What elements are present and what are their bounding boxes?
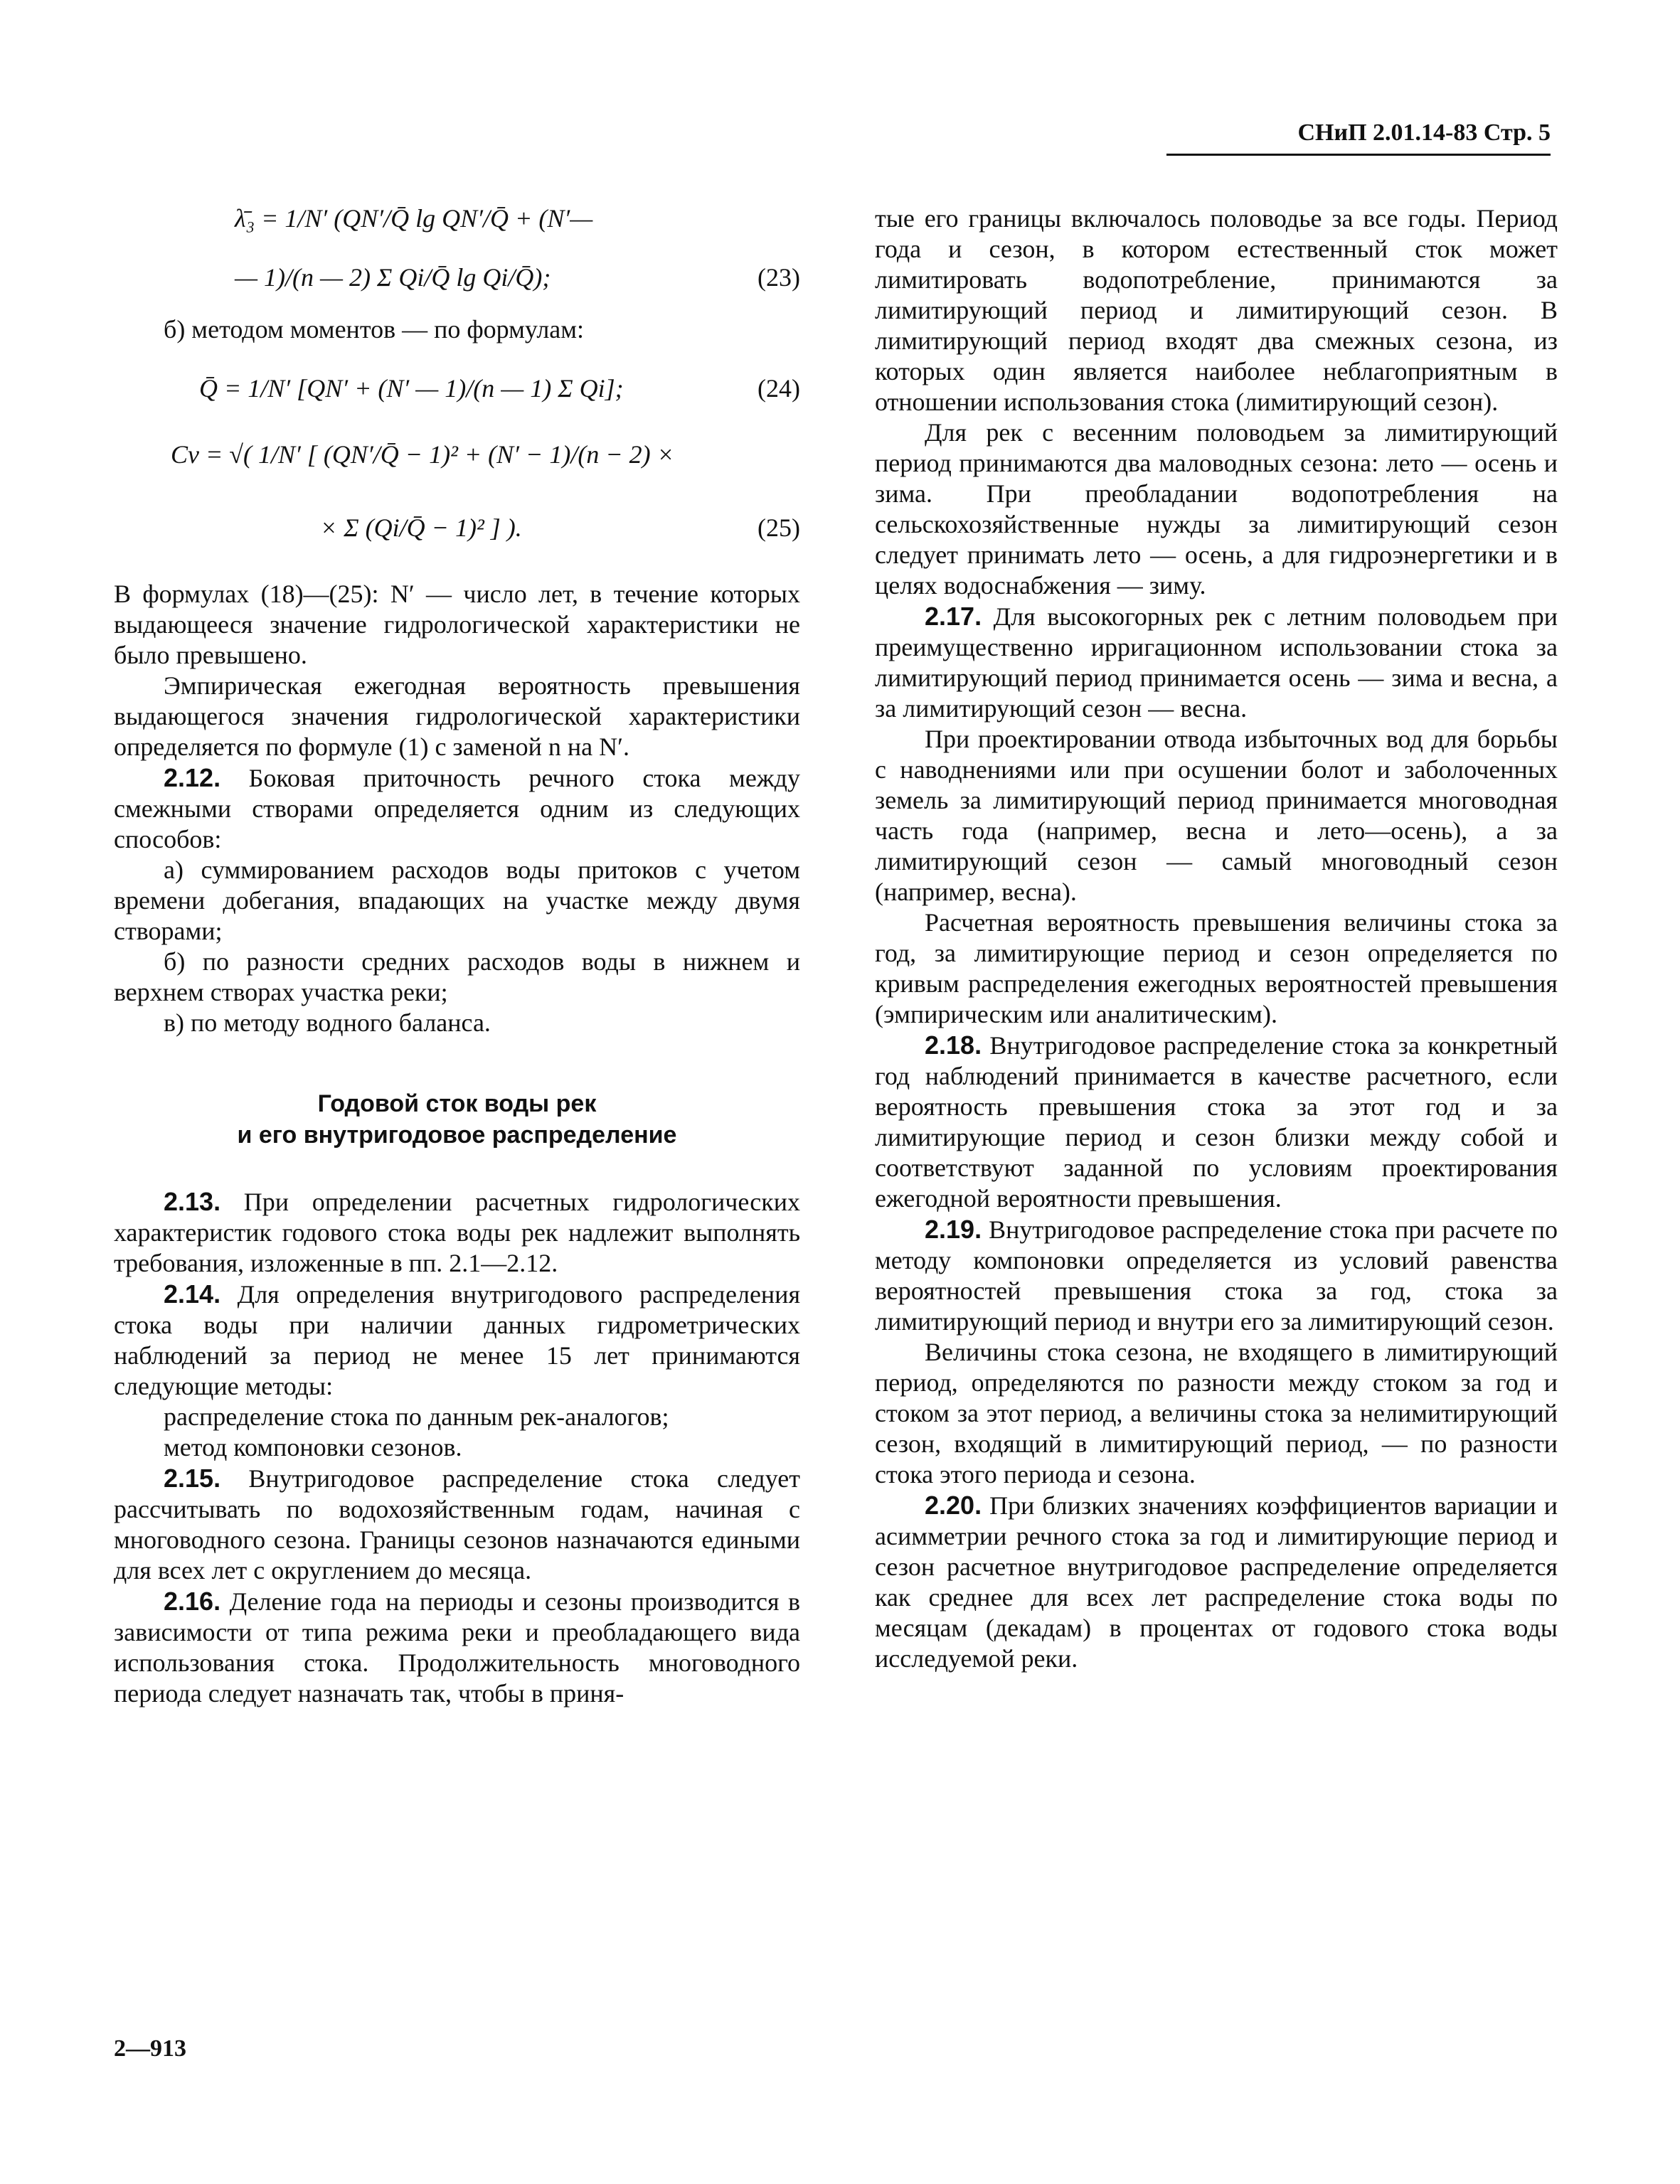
paragraph: При проектировании отвода избыточных вод для борьбы с наводнениями или при осушении болот и заболоченных земель за лимитирующий период принимается многоводная часть года (например, весна и лето—осень), а за лимитирующий сезон — самый многоводный сезон (например, весна). bbox=[875, 725, 1558, 906]
clause-2-19 bbox=[875, 1214, 1558, 1337]
equation-25-number: (25) bbox=[757, 513, 800, 542]
list-item: метод компоновки сезонов. bbox=[164, 1433, 462, 1461]
section-heading-line2: и его внутригодовое распределение bbox=[237, 1122, 677, 1149]
clause-2-20 bbox=[875, 1490, 1558, 1674]
equation-24-number: (24) bbox=[757, 374, 800, 403]
clause-text: Внутригодовое распределение стока за конкретный год наблюдений принимается в качестве расчетного, если вероятность превышения стока за этот год и за лимитирующие период и сезон близки между собой и соответствуют заданной по условиям проектирования ежегодной вероятности превышения. bbox=[875, 1031, 1558, 1213]
equation-23-line1: λ̄₃ = 1/N′ (QN′/Q̄ lg QN′/Q̄ + (N′— bbox=[235, 204, 593, 233]
paragraph: Величины стока сезона, не входящего в лимитирующий период, определяются по разности между стоком за год и стоком за этот период, а величины стока за нелимитирующий сезон, входящий в лимитирующий период, — по разности стока этого периода и сезона. bbox=[875, 1338, 1558, 1488]
clause-number: 2.13. bbox=[164, 1187, 221, 1216]
clause-text: Боковая приточность речного стока между смежными створами определяется одним из следующих способов: bbox=[114, 764, 800, 853]
clause-2-17 bbox=[875, 601, 1558, 724]
equation-24 bbox=[114, 373, 800, 404]
section-heading-line1: Годовой сток воды рек bbox=[317, 1090, 597, 1117]
clause-text: Для определения внутригодового распределения стока воды при наличии данных гидрометрических наблюдений за период не менее 15 лет принимаются следующие методы: bbox=[114, 1280, 801, 1400]
list-item-c: в) по методу водного баланса. bbox=[164, 1008, 491, 1037]
page-header: СНиП 2.01.14-83 Стр. 5 bbox=[1166, 119, 1551, 156]
clause-text: При близких значениях коэффициентов вариации и асимметрии речного стока за год и лимитирующие период и сезон расчетное внутригодовое распределение определяется как среднее для всех лет распределение стока воды по месяцам (декадам) в процентах от годового стока воды исследуемой реки. bbox=[875, 1491, 1558, 1673]
clause-text: Для высокогорных рек с летним половодьем при преимущественно ирригационном использовании стока за лимитирующий период принимается осень — зима и весна, а за лимитирующий сезон — весна. bbox=[875, 602, 1558, 723]
paragraph: тые его границы включалось половодье за все годы. Период года и сезон, в котором естественный сток может лимитировать водопотребление, принимаются за лимитирующий период и лимитирующий сезон. В лимитирующий период входят два смежных сезона, из которых один является наиболее неблагоприятным в отношении использования стока (лимитирующий сезон). bbox=[875, 204, 1558, 416]
equation-25-line2: × Σ (Qi/Q̄ − 1)² ] ). bbox=[320, 513, 522, 542]
list-item-b: б) по разности средних расходов воды в нижнем и верхнем створах участка реки; bbox=[114, 947, 800, 1006]
clause-number: 2.20. bbox=[925, 1491, 982, 1520]
right-column bbox=[875, 203, 1558, 1674]
equation-24-body: Q̄ = 1/N′ [QN′ + (N′ — 1)/(n — 1) Σ Qi]; bbox=[199, 374, 624, 403]
list-item-a: а) суммированием расходов воды притоков с учетом времени добегания, впадающих на участке между двумя створами; bbox=[114, 856, 800, 945]
paragraph: В формулах (18)—(25): N′ — число лет, в течение которых выдающееся значение гидрологической характеристики не было превышено. bbox=[114, 580, 800, 669]
clause-text: При определении расчетных гидрологических характеристик годового стока воды рек надлежит выполнять требования, изложенные в пп. 2.1—2.12. bbox=[114, 1188, 800, 1277]
clause-number: 2.16. bbox=[164, 1587, 221, 1616]
left-column bbox=[114, 203, 800, 1709]
section-heading bbox=[114, 1088, 800, 1151]
clause-number: 2.18. bbox=[925, 1030, 982, 1060]
paragraph: Расчетная вероятность превышения величины стока за год, за лимитирующие период и сезон определяется по кривым распределения ежегодных вероятностей превышения (эмпирическим или аналитическим). bbox=[875, 908, 1558, 1028]
equation-23 bbox=[114, 203, 800, 293]
equation-23-number: (23) bbox=[757, 263, 800, 292]
equation-25 bbox=[114, 440, 800, 543]
clause-2-18 bbox=[875, 1030, 1558, 1214]
clause-2-14 bbox=[114, 1279, 800, 1402]
equation-25-line1: Cv = √( 1/N′ [ (QN′/Q̄ − 1)² + (N′ − 1)/(n − 2) × bbox=[171, 440, 674, 469]
clause-number: 2.15. bbox=[164, 1464, 221, 1493]
clause-text: Внутригодовое распределение стока при расчете по методу компоновки определяется из условий равенства вероятностей превышения стока за год, стока за лимитирующий период и внутри его за лимитирующий сезон. bbox=[875, 1215, 1558, 1336]
clause-number: 2.19. bbox=[925, 1215, 982, 1244]
clause-number: 2.17. bbox=[925, 602, 982, 631]
clause-number: 2.14. bbox=[164, 1279, 221, 1309]
clause-text: Внутригодовое распределение стока следует рассчитывать по водохозяйственным годам, начиная с многоводного сезона. Границы сезонов назначаются едиными для всех лет с округлением до месяца. bbox=[114, 1464, 800, 1584]
clause-number: 2.12. bbox=[164, 763, 221, 792]
page-footer-signature: 2—913 bbox=[114, 2035, 186, 2062]
methods-moments-text: б) методом моментов — по формулам: bbox=[164, 315, 585, 343]
equation-23-line2: — 1)/(n — 2) Σ Qi/Q̄ lg Qi/Q̄); bbox=[235, 263, 551, 292]
clause-2-13 bbox=[114, 1186, 800, 1279]
clause-2-15 bbox=[114, 1463, 800, 1586]
clause-2-16 bbox=[114, 1586, 800, 1709]
paragraph: Для рек с весенним половодьем за лимитирующий период принимаются два маловодных сезона: лето — осень и зима. При преобладании водопотребления на сельскохозяйственные нужды за лимитирующий сезон следует принимать лето — осень, а для гидроэнергетики и в целях водоснабжения — зиму. bbox=[875, 418, 1558, 600]
clause-text: Деление года на периоды и сезоны производится в зависимости от типа режима реки и преобладающего вида использования стока. Продолжительность многоводного периода следует назначать так, чтобы в приня- bbox=[114, 1587, 800, 1708]
clause-2-12 bbox=[114, 762, 800, 855]
paragraph: Эмпирическая ежегодная вероятность превышения выдающегося значения гидрологической характеристики определяется по формуле (1) с заменой n на N′. bbox=[114, 671, 800, 761]
list-item: распределение стока по данным рек-аналогов; bbox=[164, 1402, 669, 1431]
